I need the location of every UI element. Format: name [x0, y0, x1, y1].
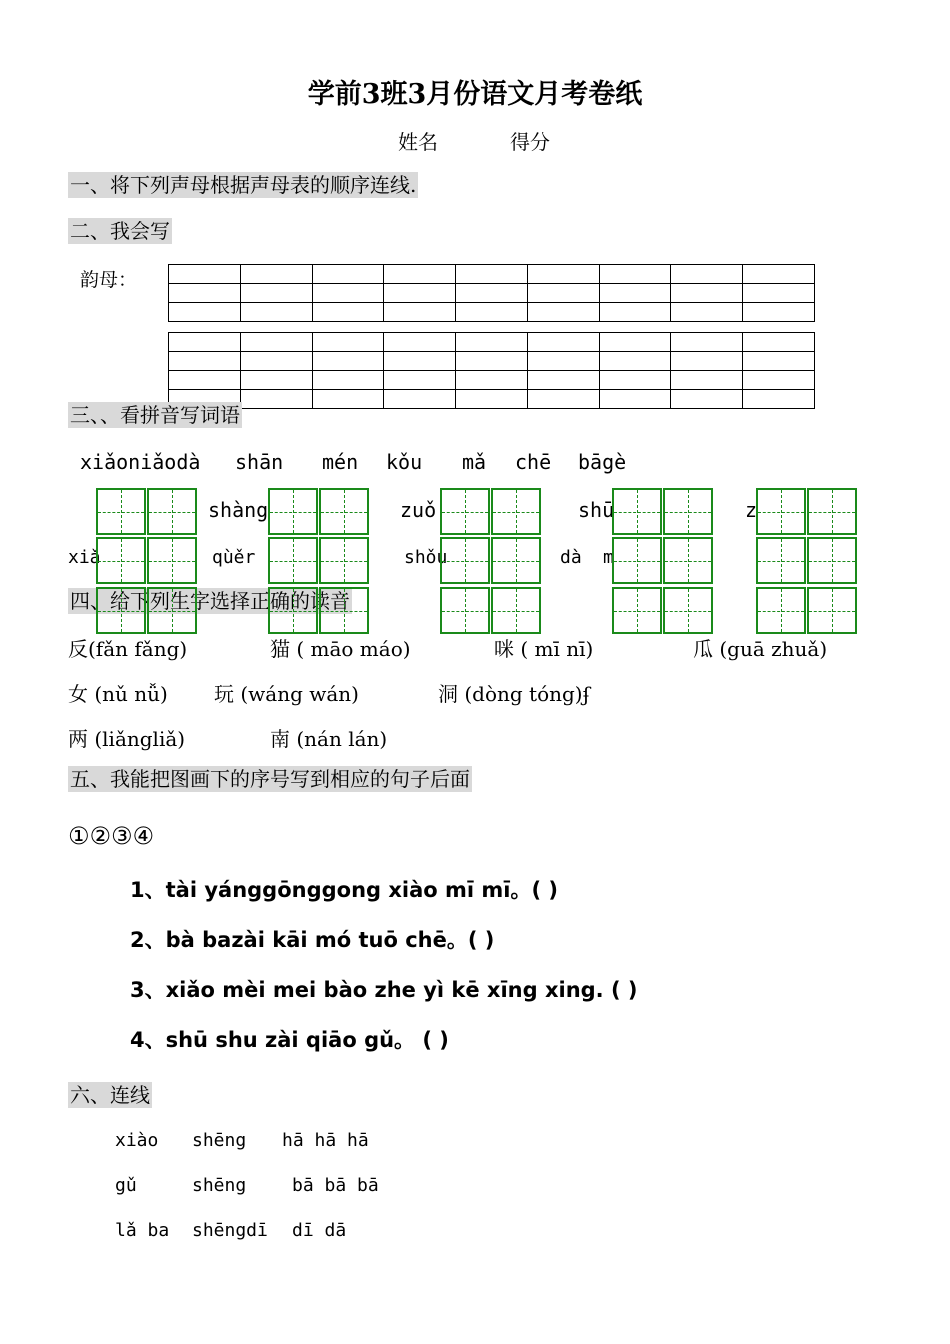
choice-item: 瓜 (guā zhuǎ): [693, 637, 828, 661]
tianzige-box: [612, 537, 662, 584]
tianzige-box: [663, 537, 713, 584]
pinyin-word: xiǎ: [68, 547, 101, 568]
score-label: 得分: [510, 130, 550, 154]
pinyin-word: bāgè: [578, 450, 627, 474]
tianzige-box: [756, 587, 806, 634]
match-item: gǔ: [115, 1175, 137, 1196]
sentence-1: 1、tài yánggōnggong xiào mī mī。( ): [130, 878, 558, 902]
tianzige-box: [756, 488, 806, 535]
pinyin-word: kǒu: [386, 450, 423, 474]
tianzige-box: [756, 537, 806, 584]
match-item: bā bā bā: [292, 1175, 379, 1196]
tianzige-box: [440, 537, 490, 584]
pinyin-word: qùěr: [212, 547, 256, 568]
match-item: lǎ ba: [115, 1220, 170, 1241]
writing-grid-1: [168, 264, 815, 322]
tianzige-box: [319, 587, 369, 634]
tianzige-box: [268, 587, 318, 634]
section-4-heading: 四、给下列生字选择正确的读音: [70, 589, 350, 613]
pinyin-word: mǎ: [462, 450, 487, 474]
choice-item: 咪 ( mī nī): [494, 637, 594, 661]
tianzige-box: [663, 587, 713, 634]
name-label: 姓名: [398, 130, 438, 154]
section-1-heading: 一、将下列声母根据声母表的顺序连线.: [70, 173, 417, 197]
section-5-heading: 五、我能把图画下的序号写到相应的句子后面: [70, 767, 470, 791]
page-title: 学前3班3月份语文月考卷纸: [307, 79, 643, 110]
choice-item: 南 (nán lán): [270, 727, 388, 751]
tianzige-box: [96, 537, 146, 584]
sentence-2: 2、bà bazài kāi mó tuō chē。( ): [130, 928, 495, 952]
tianzige-box: [319, 488, 369, 535]
tianzige-box: [268, 488, 318, 535]
tianzige-box: [663, 488, 713, 535]
pinyin-word: shū: [578, 498, 615, 522]
tianzige-box: [268, 537, 318, 584]
tianzige-box: [440, 587, 490, 634]
tianzige-box: [96, 488, 146, 535]
tianzige-box: [319, 537, 369, 584]
pinyin-word: shān: [235, 450, 284, 474]
match-item: xiào: [115, 1130, 159, 1151]
tianzige-box: [612, 488, 662, 535]
sentence-3: 3、xiǎo mèi mei bào zhe yì kē xīng xing. ( ): [130, 978, 638, 1002]
tianzige-box: [491, 488, 541, 535]
tianzige-box: [491, 587, 541, 634]
pinyin-word: m: [603, 547, 614, 568]
pinyin-word: mén: [322, 450, 359, 474]
tianzige-box: [807, 537, 857, 584]
choice-item: 女 (nǔ nǚ): [68, 682, 168, 706]
pinyin-word: shǒu: [404, 547, 448, 568]
tianzige-box: [440, 488, 490, 535]
section-3-heading: 三、、看拼音写词语: [70, 403, 240, 427]
circled-numbers: ①②③④: [68, 822, 155, 850]
choice-item: 洞 (dòng tóng)ʄ: [438, 682, 591, 706]
section-2-heading: 二、我会写: [70, 219, 170, 243]
pinyin-word: xiǎoniǎodà: [80, 450, 201, 474]
yunmu-label: 韵母：: [80, 269, 138, 291]
choice-item: 两 (liǎngliǎ): [68, 727, 186, 751]
match-item: shēngdī: [192, 1220, 268, 1241]
choice-item: 反(fǎn fǎng): [68, 637, 188, 661]
tianzige-box: [807, 587, 857, 634]
pinyin-word: shàng: [208, 498, 269, 522]
match-item: shēng: [192, 1130, 247, 1151]
sentence-4: 4、shū shu zài qiāo gǔ。 ( ): [130, 1028, 449, 1052]
match-item: hā hā hā: [282, 1130, 369, 1151]
match-item: shēng: [192, 1175, 247, 1196]
pinyin-word: dà: [560, 547, 582, 568]
writing-grid-2: [168, 332, 815, 409]
tianzige-box: [147, 537, 197, 584]
tianzige-box: [96, 587, 146, 634]
match-item: dī dā: [292, 1220, 347, 1241]
choice-item: 玩 (wáng wán): [214, 682, 359, 706]
pinyin-word: chē: [515, 450, 552, 474]
tianzige-box: [612, 587, 662, 634]
choice-item: 猫 ( māo máo): [270, 637, 411, 661]
section-6-heading: 六、连线: [70, 1083, 150, 1107]
tianzige-box: [147, 488, 197, 535]
pinyin-word: zuǒ: [400, 498, 437, 522]
pinyin-word: z: [745, 498, 758, 522]
tianzige-box: [147, 587, 197, 634]
tianzige-box: [491, 537, 541, 584]
tianzige-box: [807, 488, 857, 535]
